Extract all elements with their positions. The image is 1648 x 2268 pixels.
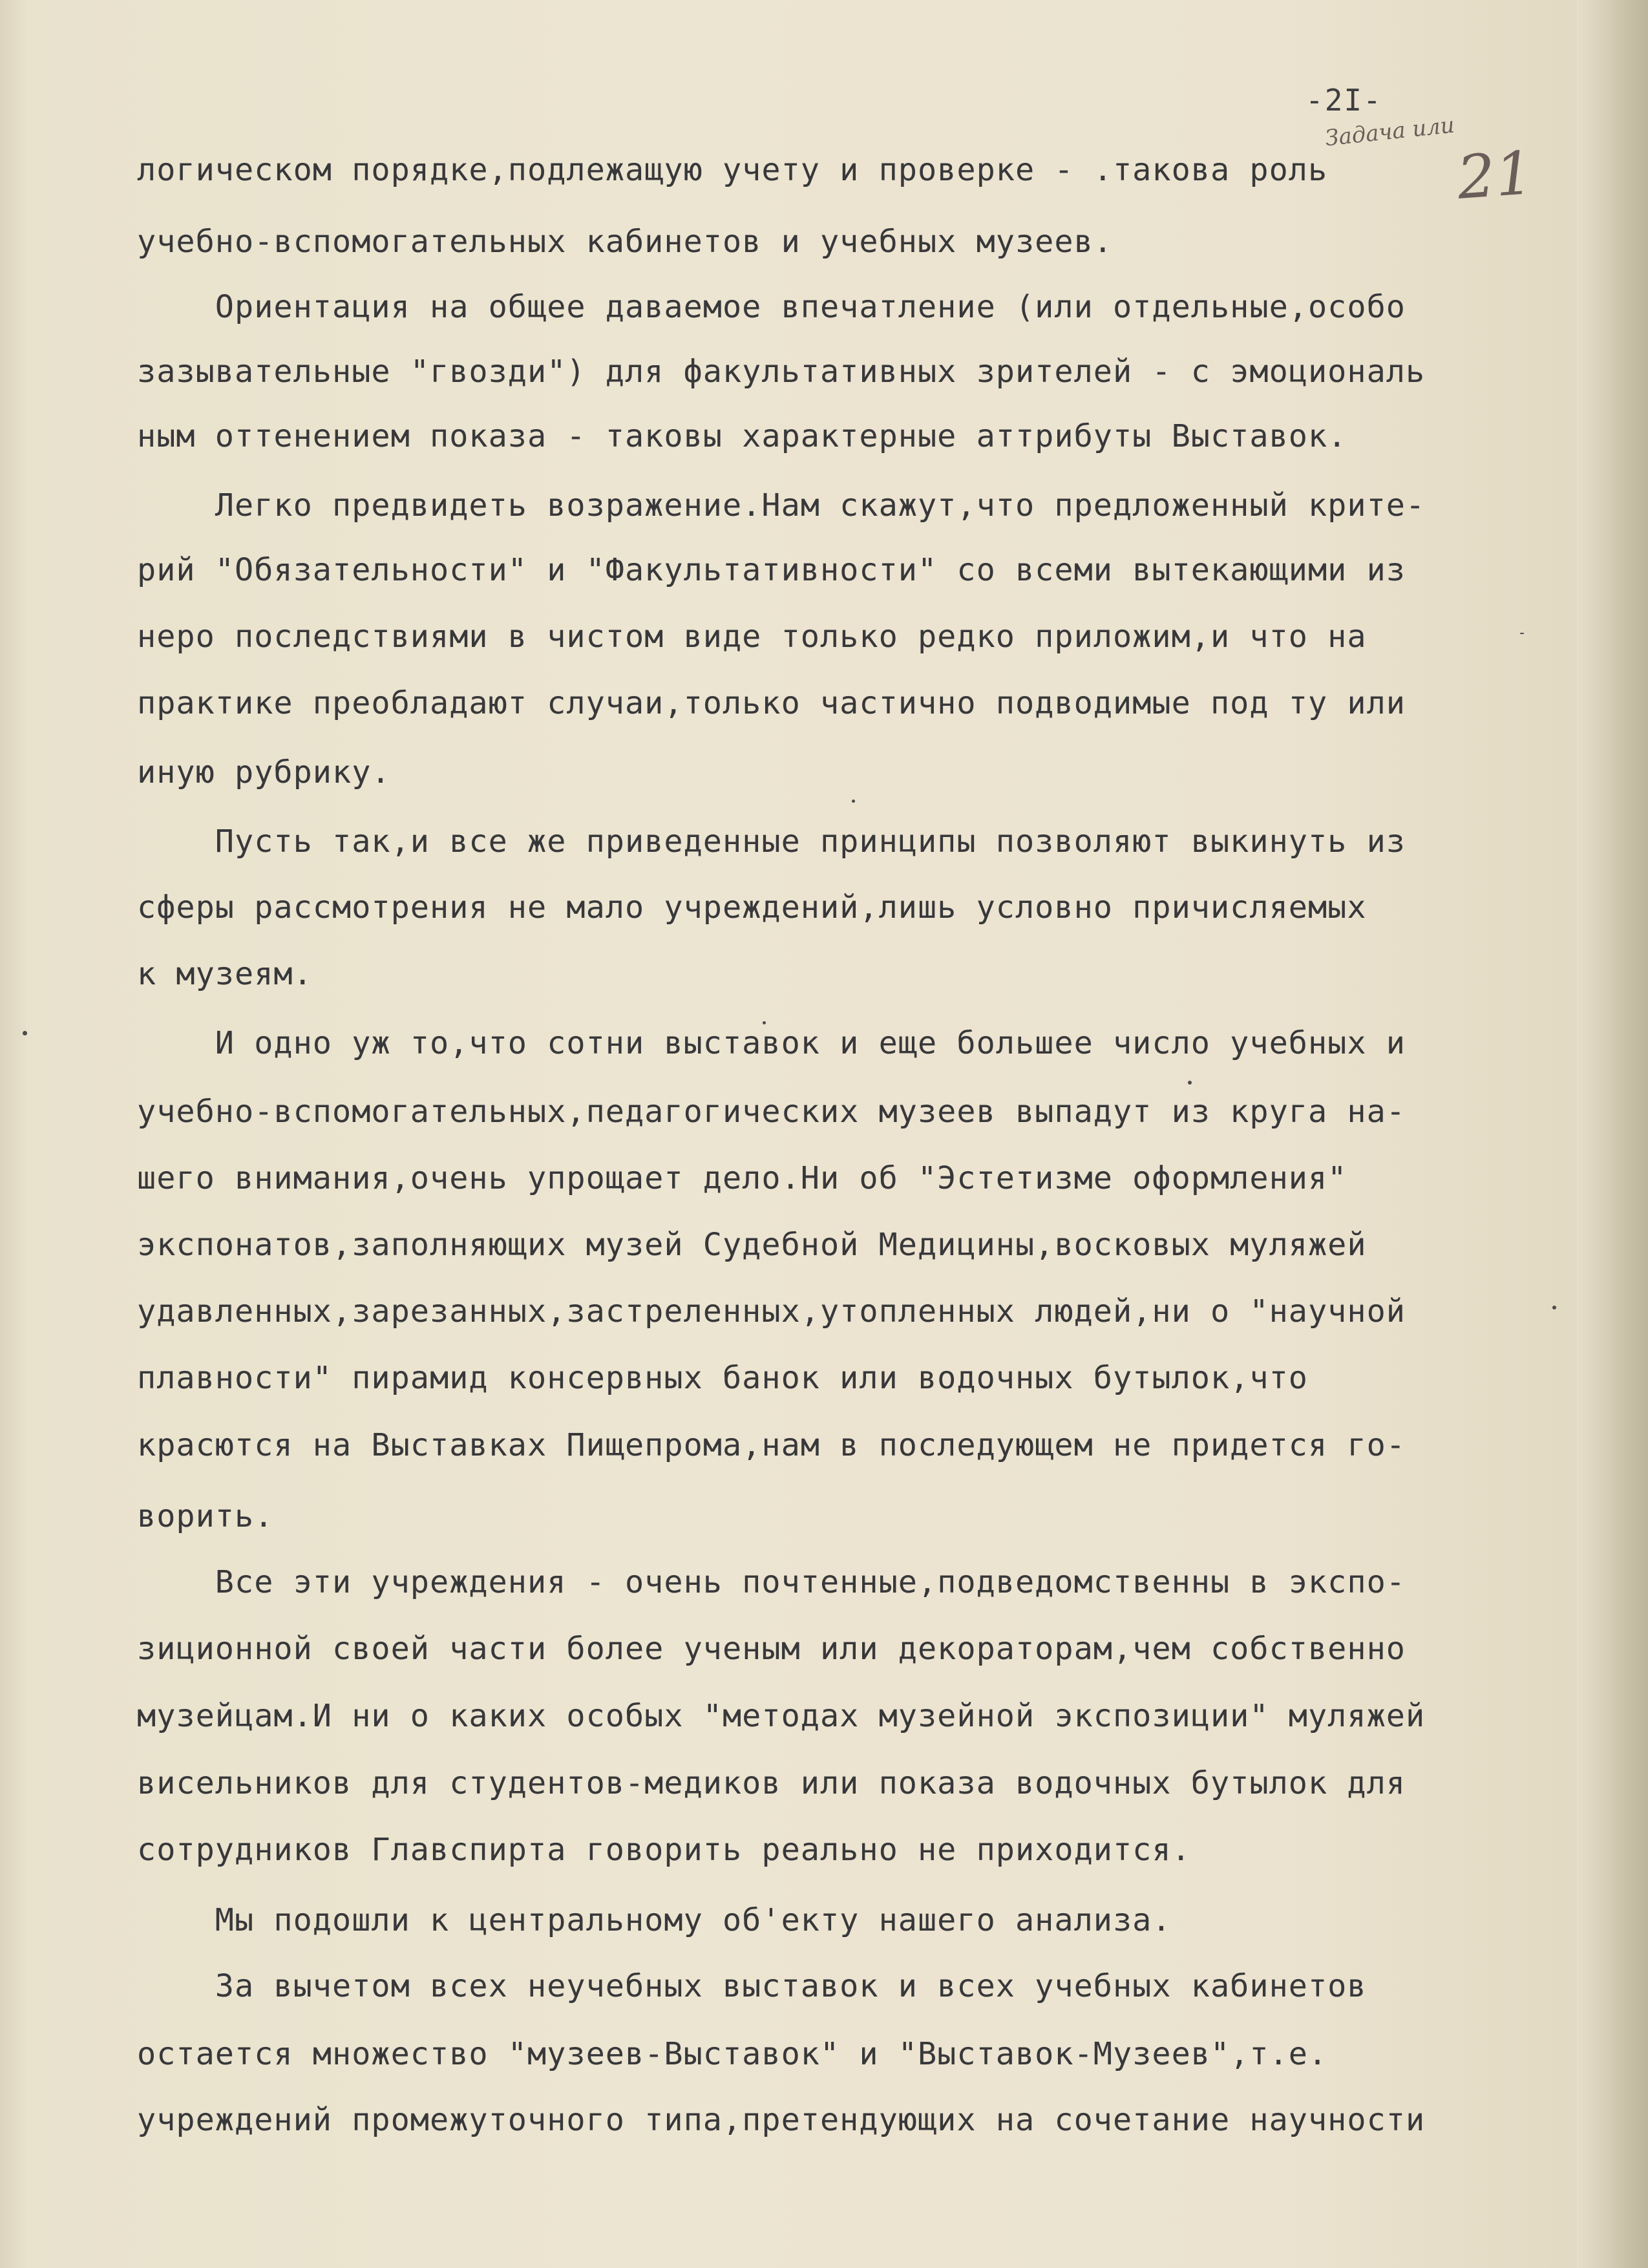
text-line: висельников для студентов-медиков или показа водочных бутылок для	[137, 1765, 1406, 1801]
text-line: практике преобладают случаи,только частично подводимые под ту или	[137, 685, 1406, 721]
text-line: учебно-вспомогательных кабинетов и учебных музеев.	[137, 224, 1113, 260]
text-line: учреждений промежуточного типа,претендующих на сочетание научности	[137, 2102, 1426, 2138]
paper-speck	[1520, 633, 1524, 634]
text-line: зиционной своей части более ученым или декораторам,чем собственно	[137, 1631, 1406, 1667]
text-line: рий "Обязательности" и "Факультативности" со всеми вытекающими из	[137, 552, 1406, 588]
text-line: Мы подошли к центральному об'екту нашего анализа.	[137, 1902, 1172, 1938]
text-line: экспонатов,заполняющих музей Судебной Медицины,восковых муляжей	[137, 1227, 1367, 1263]
paper-speck	[23, 1031, 27, 1035]
text-line: логическом порядке,подлежащую учету и проверке - .такова роль	[137, 152, 1328, 188]
text-line: сотрудников Главспирта говорить реально не приходится.	[137, 1832, 1191, 1868]
paper-speck	[852, 800, 855, 803]
text-line: Легко предвидеть возражение.Нам скажут,что предложенный крите-	[137, 487, 1426, 524]
text-line: Пусть так,и все же приведенные принципы позволяют выкинуть из	[137, 823, 1406, 860]
handwritten-note: Задача или	[1324, 112, 1456, 152]
text-line: удавленных,зарезанных,застреленных,утопленных людей,ни о "научной	[137, 1293, 1406, 1330]
text-line: ным оттенением показа - таковы характерные аттрибуты Выставок.	[137, 418, 1347, 454]
text-line: остается множество "музеев-Выставок" и "Выставок-Музеев",т.е.	[137, 2036, 1328, 2072]
page-number: -2I-	[1305, 83, 1382, 118]
text-line: к музеям.	[137, 956, 313, 992]
paper-speck	[763, 1021, 766, 1024]
text-line: зазывательные "гвозди") для факультативных зрителей - с эмоциональ	[137, 354, 1426, 390]
text-line: ворить.	[137, 1498, 274, 1534]
text-line: красются на Выставках Пищепрома,нам в последующем не придется го-	[137, 1427, 1406, 1463]
text-line: неро последствиями в чистом виде только редко приложим,и что на	[137, 619, 1367, 655]
text-line: плавности" пирамид консервных банок или водочных бутылок,что	[137, 1360, 1308, 1396]
text-line: Ориентация на общее даваемое впечатление (или отдельные,особо	[137, 289, 1406, 325]
text-line: учебно-вспомогательных,педагогических музеев выпадут из круга на-	[137, 1094, 1406, 1130]
paper-speck	[1552, 1306, 1556, 1309]
text-line: И одно уж то,что сотни выставок и еще большее число учебных и	[137, 1025, 1406, 1061]
text-line: За вычетом всех неучебных выставок и всех учебных кабинетов	[137, 1968, 1367, 2004]
text-line: шего внимания,очень упрощает дело.Ни об "Эстетизме оформления"	[137, 1160, 1347, 1196]
text-line: Все эти учреждения - очень почтенные,подведомственны в экспо-	[137, 1564, 1406, 1600]
handwritten-page-number: 21	[1455, 138, 1536, 213]
paper-speck	[1188, 1081, 1192, 1085]
text-line: сферы рассмотрения не мало учреждений,лишь условно причисляемых	[137, 889, 1367, 926]
text-line: музейцам.И ни о каких особых "методах музейной экспозиции" муляжей	[137, 1698, 1426, 1734]
text-line: иную рубрику.	[137, 754, 391, 790]
